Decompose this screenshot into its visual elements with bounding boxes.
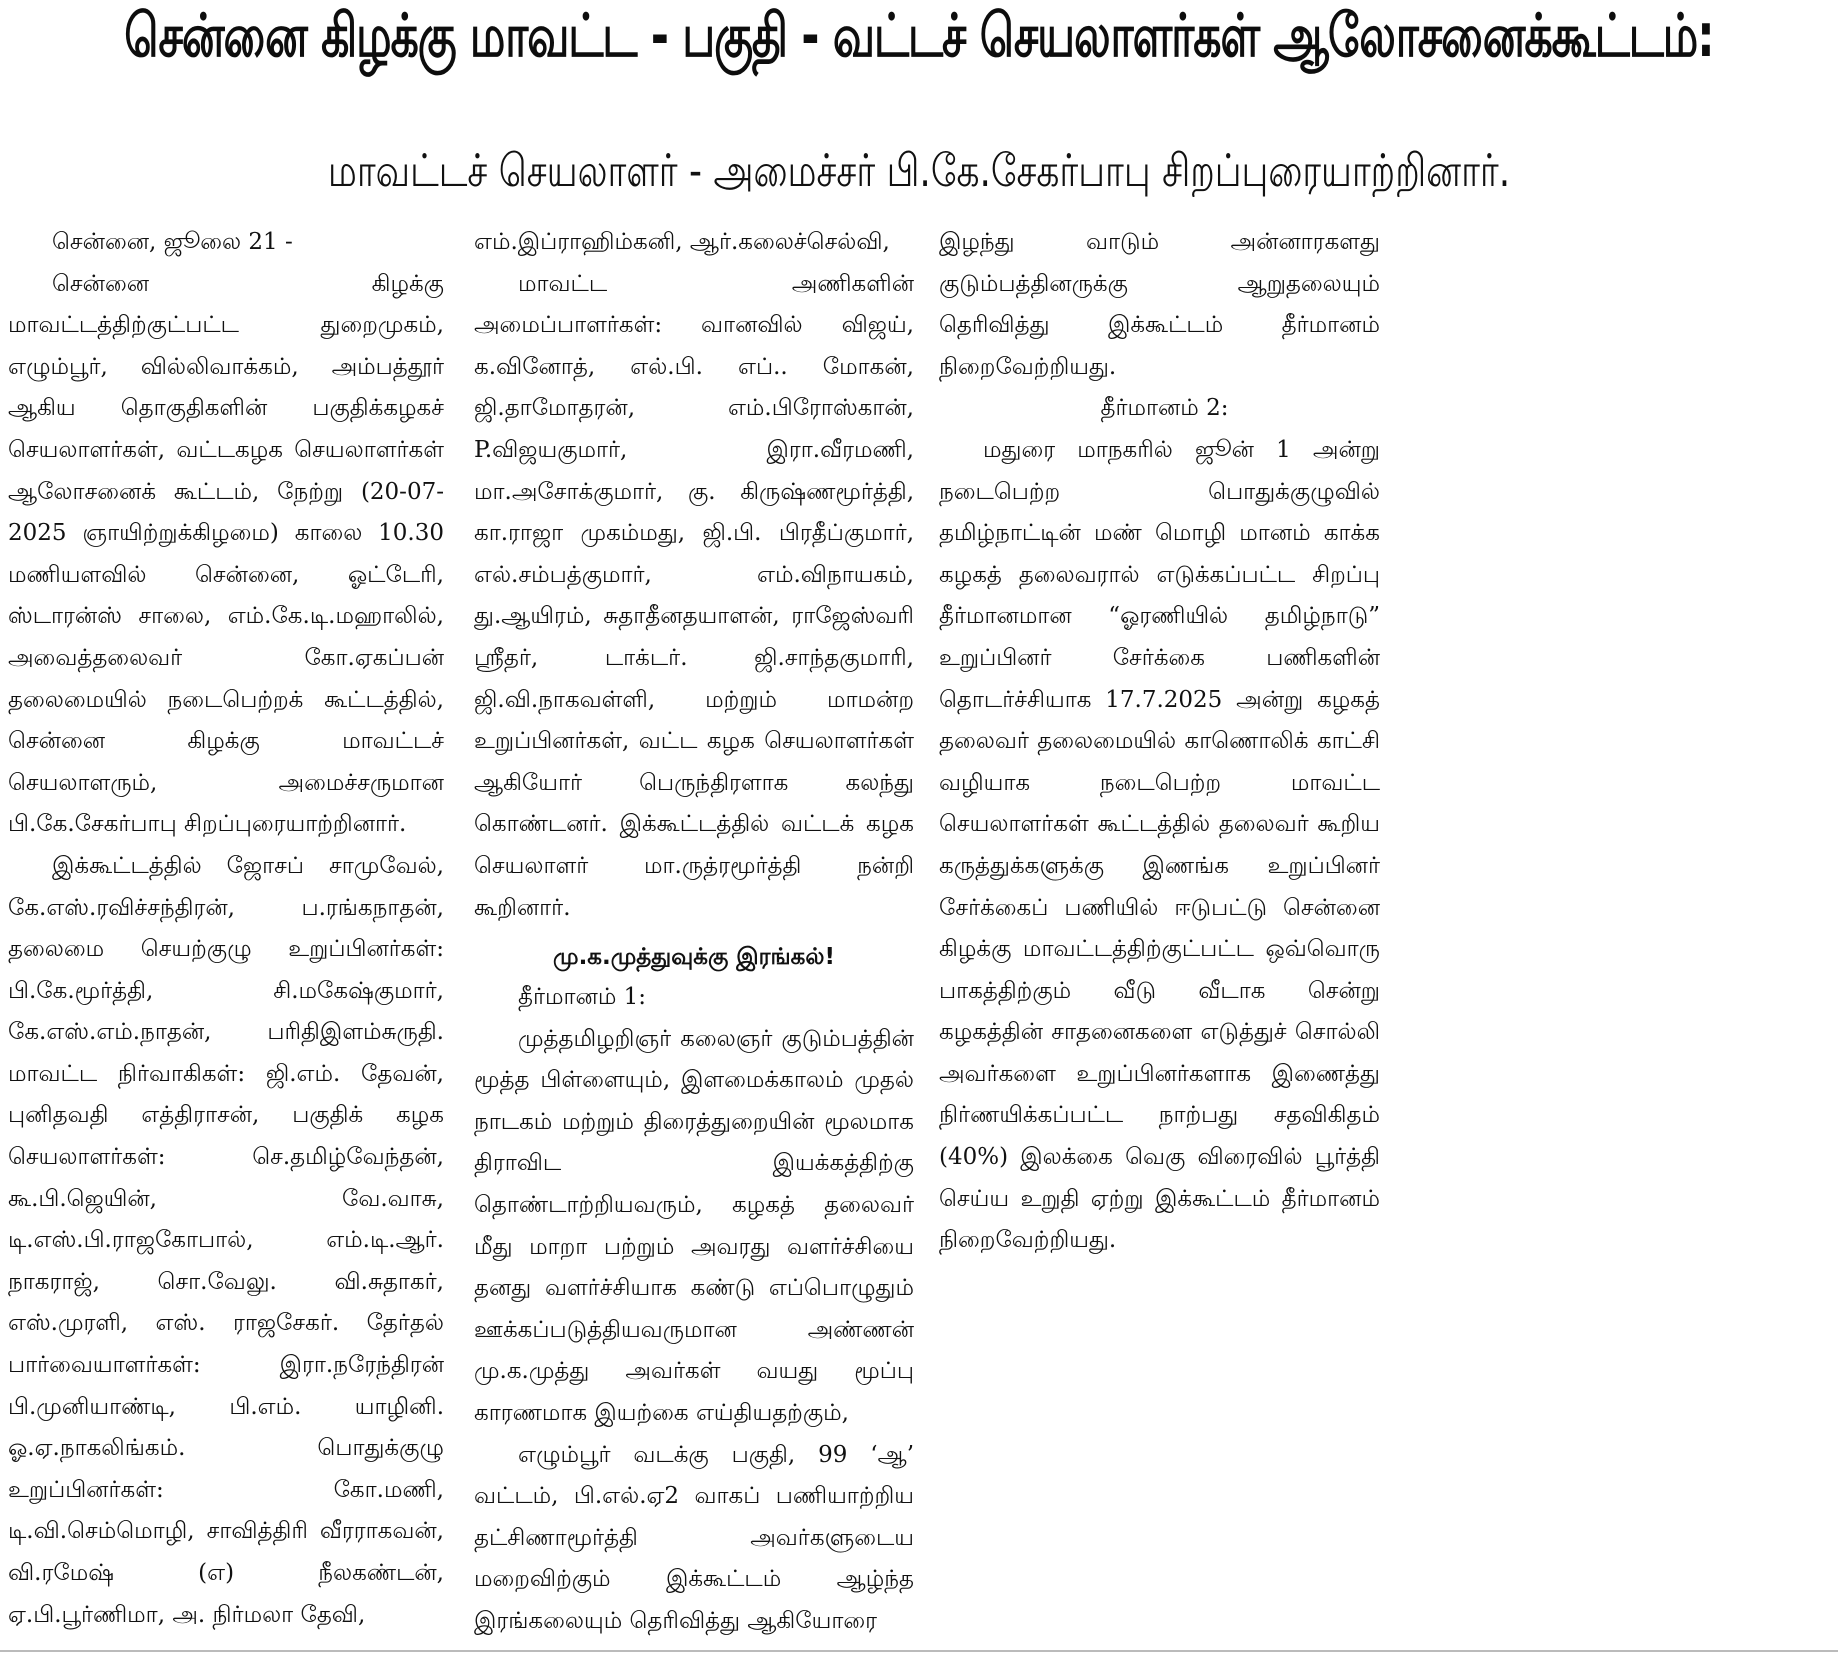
- article-paragraph: எம்.இப்ராஹிம்கனி, ஆர்.கலைச்செல்வி,: [474, 229, 890, 255]
- dateline: சென்னை, ஜூலை 21 -: [52, 229, 293, 255]
- headline: [0, 0, 1838, 74]
- resolution-1-label: தீர்மானம் 1:: [518, 984, 647, 1011]
- subheadline: [0, 132, 1838, 212]
- column-3: [939, 222, 1380, 1647]
- article-paragraph: இக்கூட்டத்தில் ஜோசப் சாமுவேல், கே.எஸ்.ரவிச்சந்திரன், ப.ரங்கநாதன், தலைமை செயற்குழு உறுப்பினர்கள்: பி.கே.மூர்த்தி, சி.மகேஷ்குமார், கே.எஸ்.எம்.நாதன், பரிதிஇளம்சுருதி. மாவட்ட நிர்வாகிகள்: ஜி.எம். தேவன், புனிதவதி எத்திராசன், பகுதிக் கழக செயலாளர்கள்: செ.தமிழ்வேந்தன், கூ.பி.ஜெயின், வே.வாசு, டி.எஸ்.பி.ராஜகோபால், எம்.டி.ஆர். நாகராஜ், சொ.வேலு. வி.சுதாகர், எஸ்.முரளி, எஸ். ராஜசேகர். தேர்தல் பார்வையாளர்கள்: இரா.நரேந்திரன் பி.முனியாண்டி, பி.எம். யாழினி. ஓ.ஏ.நாகலிங்கம். பொதுக்குழு உறுப்பினர்கள்: கோ.மணி, டி.வி.செம்மொழி, சாவித்திரி வீரராகவன், வி.ரமேஷ் (எ) நீலகண்டன், ஏ.பி.பூர்ணிமா, அ. நிர்மலா தேவி,: [8, 852, 444, 1628]
- resolution-paragraph: முத்தமிழறிஞர் கலைஞர் குடும்பத்தின் மூத்த பிள்ளையும், இளமைக்காலம் முதல் நாடகம் மற்றும் திரைத்துறையின் மூலமாக திராவிட இயக்கத்திற்கு தொண்டாற்றியவரும், கழகத் தலைவர் மீது மாறா பற்றும் அவரது வளர்ச்சியை தனது வளர்ச்சியாக கண்டு எப்பொழுதும் ஊக்கப்படுத்தியவருமான அண்ணன் மு.க.முத்து அவர்கள் வயது மூப்பு காரணமாக இயற்கை எய்தியதற்கும்,: [474, 1025, 914, 1427]
- subheadline-text: மாவட்டச் செயலாளர் - அமைச்சர் பி.கே.சேகர்பாபு சிறப்புரையாற்றினார்.: [327, 145, 1511, 197]
- resolution-2-label: தீர்மானம் 2:: [1100, 395, 1229, 422]
- article-paragraph: மாவட்ட அணிகளின் அமைப்பாளர்கள்: வானவில் விஜய், க.வினோத், எல்.பி. எப்.. மோகன், ஜி.தாமோதரன், எம்.பிரோஸ்கான், P.விஜயகுமார், இரா.வீரமணி, மா.அசோக்குமார், கு. கிருஷ்ணமூர்த்தி, கா.ராஜா முகம்மது, ஜி.பி. பிரதீப்குமார், எல்.சம்பத்குமார், எம்.விநாயகம், து.ஆயிரம், சுதாதீனதயாளன், ராஜேஸ்வரி ஸ்ரீதர், டாக்டர். ஜி.சாந்தகுமாரி, ஜி.வி.நாகவள்ளி, மற்றும் மாமன்ற உறுப்பினர்கள், வட்ட கழக செயலாளர்கள் ஆகியோர் பெருந்திரளாக கலந்து கொண்டனர். இக்கூட்டத்தில் வட்டக் கழக செயலாளர் மா.ருத்ரமூர்த்தி நன்றி கூறினார்.: [474, 270, 914, 921]
- column-4: [1402, 222, 1832, 1647]
- bottom-rule: [0, 1650, 1838, 1652]
- subhead: மு.க.முத்துவுக்கு இரங்கல்!: [553, 944, 835, 971]
- column-1: [8, 222, 444, 1647]
- resolution-paragraph: எழும்பூர் வடக்கு பகுதி, 99 ‘ஆ’ வட்டம், பி.எல்.ஏ2 வாகப் பணியாற்றிய தட்சிணாமூர்த்தி அவர்களுடைய மறைவிற்கும் இக்கூட்டம் ஆழ்ந்த இரங்கலையும் தெரிவித்து ஆகியோரை: [474, 1441, 914, 1634]
- column-2: [474, 222, 914, 1647]
- article-paragraph: சென்னை கிழக்கு மாவட்டத்திற்குட்பட்ட துறைமுகம், எழும்பூர், வில்லிவாக்கம், அம்பத்தூர் ஆகிய தொகுதிகளின் பகுதிக்கழகச் செயலாளர்கள், வட்டகழக செயலாளர்கள் ஆலோசனைக் கூட்டம், நேற்று (20-07-2025 ஞாயிற்றுக்கிழமை) காலை 10.30 மணியளவில் சென்னை, ஓட்டேரி, ஸ்டாரன்ஸ் சாலை, எம்.கே.டி.மஹாலில், அவைத்தலைவர் கோ.ஏகப்பன் தலைமையில் நடைபெற்றக் கூட்டத்தில், சென்னை கிழக்கு மாவட்டச் செயலாளரும், அமைச்சருமான பி.கே.சேகர்பாபு சிறப்புரையாற்றினார்.: [8, 270, 444, 838]
- resolution-paragraph: மதுரை மாநகரில் ஜூன் 1 அன்று நடைபெற்ற பொதுக்குழுவில் தமிழ்நாட்டின் மண் மொழி மானம் காக்க கழகத் தலைவரால் எடுக்கப்பட்ட சிறப்பு தீர்மானமான “ஓரணியில் தமிழ்நாடு” உறுப்பினர் சேர்க்கை பணிகளின் தொடர்ச்சியாக 17.7.2025 அன்று கழகத் தலைவர் தலைமையில் காணொலிக் காட்சி வழியாக நடைபெற்ற மாவட்ட செயலாளர்கள் கூட்டத்தில் தலைவர் கூறிய கருத்துக்களுக்கு இணங்க உறுப்பினர் சேர்க்கைப் பணியில் ஈடுபட்டு சென்னை கிழக்கு மாவட்டத்திற்குட்பட்ட ஒவ்வொரு பாகத்திற்கும் வீடு வீடாக சென்று கழகத்தின் சாதனைகளை எடுத்துச் சொல்லி அவர்களை உறுப்பினர்களாக இணைத்து நிர்ணயிக்கப்பட்ட நாற்பது சதவிகிதம் (40%) இலக்கை வெகு விரைவில் பூர்த்தி செய்ய உறுதி ஏற்று இக்கூட்டம் தீர்மானம் நிறைவேற்றியது.: [939, 436, 1380, 1254]
- article-columns: [8, 222, 1832, 1647]
- headline-text: சென்னை கிழக்கு மாவட்ட - பகுதி - வட்டச் செயலாளர்கள் ஆலோசனைக்கூட்டம்:: [124, 1, 1714, 71]
- resolution-paragraph: இழந்து வாடும் அன்னாரகளது குடும்பத்தினருக்கு ஆறுதலையும் தெரிவித்து இக்கூட்டம் தீர்மானம் நிறைவேற்றியது.: [939, 229, 1380, 380]
